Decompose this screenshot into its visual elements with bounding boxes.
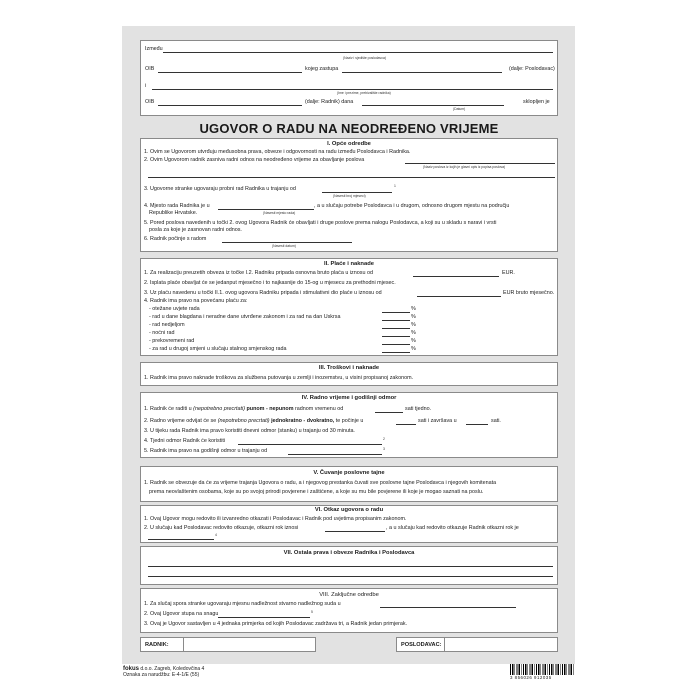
- izmedu-label: Između: [145, 46, 163, 52]
- sklopljen-label: sklopljen je: [523, 99, 550, 105]
- s8-p3: 3. Ovaj je Ugovor sastavljen u 4 jednaka primjerka od kojih Poslodavac zadržava tri, a Radnik jedan primjerak.: [144, 621, 408, 627]
- section-6-heading: VI. Otkaz ugovora o radu: [314, 507, 384, 513]
- s6-p2-line-1[interactable]: [325, 531, 385, 532]
- s2-p3-line[interactable]: [417, 296, 501, 297]
- footer-brand: fokus: [123, 666, 140, 672]
- s4-p1b: (nepotrebno precrtati): [193, 406, 245, 412]
- section-1-heading: I. Opće odredbe: [327, 141, 371, 147]
- i-label: i: [145, 83, 147, 89]
- employer-name-note: (Naziv i sjedište poslodavca): [343, 56, 386, 60]
- oib1-line[interactable]: [158, 72, 302, 73]
- s8-p1-line[interactable]: [380, 607, 516, 608]
- s4-p1a: 1. Radnik će raditi u: [144, 406, 192, 412]
- s1-p5a: 5. Pored poslova navedenih u točki 2. ovog Ugovora Radnik će obavljati i druge poslove prema nalogu Poslodavca, a koji su u skladu s naravi i vrsti: [144, 220, 497, 226]
- s1-p6-line[interactable]: [222, 242, 352, 243]
- s4-p1c: punom - nepunom: [246, 406, 294, 412]
- footer-order-code: Oznaka za narudžbu: E-4-1/E (55): [123, 672, 200, 678]
- s4-p2c: jednokratno - dvokratno,: [271, 418, 335, 424]
- s1-p4b: , a u slučaju potrebe Poslodavca i u drugom, odnosno drugom mjestu na području: [314, 203, 510, 209]
- s2-item-pct: %: [411, 330, 416, 336]
- s2-item-line[interactable]: [382, 336, 410, 337]
- s2-p2: 2. Isplata plaće obavljat će se jedanput mjesečno i to najkasnije do 15-og u mjesecu za prethodni mjesec.: [144, 280, 396, 286]
- s4-p4: 4. Tjedni odmor Radnik će koristiti: [144, 438, 226, 444]
- s1-p2-line-2[interactable]: [148, 177, 555, 178]
- oib2-label: OIB: [145, 99, 155, 105]
- section-3-heading: III. Troškovi i naknade: [318, 365, 380, 371]
- s2-item-line[interactable]: [382, 312, 410, 313]
- s1-p3-line[interactable]: [322, 192, 392, 193]
- s2-item: - za rad u drugoj smjeni u slučaju stalnog smjenskog rada: [149, 346, 287, 352]
- poslodavac-signature-label: POSLODAVAC:: [401, 642, 442, 648]
- s1-p2-line[interactable]: [405, 163, 555, 164]
- s6-p1: 1. Ovaj Ugovor mogu redovito ili izvanredno otkazati i Poslodavac i Radnik pod uvjetima propisanim zakonom.: [144, 516, 407, 522]
- s4-p4-line[interactable]: [238, 444, 382, 445]
- barcode-digits: 3 856026 912035: [510, 675, 552, 680]
- s2-item: - rad u dane blagdana i neradne dane utvrđene zakonom i za rad na dan Uskrsa: [149, 314, 341, 320]
- s1-p3-mark: 1: [394, 184, 396, 188]
- section-2-heading: II. Plaće i naknade: [324, 261, 374, 267]
- s4-p2-end-line[interactable]: [466, 424, 488, 425]
- s1-p4-line[interactable]: [218, 209, 314, 210]
- employee-name-note: (Ime i prezime, prebivalište radnika): [337, 91, 391, 95]
- contract-title: UGOVOR O RADU NA NEODREĐENO VRIJEME: [199, 121, 499, 136]
- s6-p2b: , a u slučaju kad redovito otkazuje Radnik otkazni rok je: [386, 525, 519, 531]
- s2-item-line[interactable]: [382, 320, 410, 321]
- s1-p4c: Republike Hrvatske.: [149, 210, 198, 216]
- s2-p3-unit: EUR bruto mjesečno.: [503, 290, 555, 296]
- s3-p1: 1. Radnik ima pravo naknade troškova za službena putovanja u zemlji i inozemstvu, u visini propisanoj zakonom.: [144, 375, 414, 381]
- s4-p2f: sati.: [491, 418, 501, 424]
- s1-p4-note: (Navesti mjesto rada): [263, 211, 296, 215]
- date-line[interactable]: [362, 105, 504, 106]
- s6-p2a: 2. U slučaju kad Poslodavac redovito otkazuje, otkazni rok iznosi: [144, 525, 299, 531]
- s4-p3: 3. U tijeku rada Radnik ima pravo koristiti dnevni odmor (stanku) u trajanju od 30 minuta.: [144, 428, 355, 434]
- s5-p1b: prema neovlaštenim osobama, koje su po svojoj prirodi povjerene i zaštićene, a koje su mu bile povjerene ili koje je mogao saznati na poslu.: [149, 489, 484, 495]
- s2-item-pct: %: [411, 306, 416, 312]
- s4-p5: 5. Radnik ima pravo na godišnji odmor u trajanju od: [144, 448, 268, 454]
- s2-p1-line[interactable]: [413, 276, 499, 277]
- s6-p2-line-2[interactable]: [148, 539, 214, 540]
- oib1-label: OIB: [145, 66, 155, 72]
- employee-name-line[interactable]: [152, 89, 553, 90]
- s1-p3-note: (Navesti broj mjeseci): [333, 194, 366, 198]
- date-note: (Datum): [453, 107, 466, 111]
- representative-line[interactable]: [342, 72, 502, 73]
- s4-p1-line[interactable]: [375, 412, 403, 413]
- section-5-heading: V. Čuvanje poslovne tajne: [313, 470, 385, 476]
- dalje-radnik-label: (dalje: Radnik) dana: [305, 99, 354, 105]
- s2-item-pct: %: [411, 346, 416, 352]
- s8-p2-mark: 5: [311, 610, 313, 614]
- s1-p1: 1. Ovim se Ugovorom utvrđuju međusobna prava, obveze i odgovornosti na radu između Poslodavca i Radnika.: [144, 149, 411, 155]
- s1-p5b: posla za koje je zasnovan radni odnos.: [149, 227, 242, 233]
- s2-item-line[interactable]: [382, 328, 410, 329]
- s4-p1d: radnom vremenu od: [295, 406, 344, 412]
- barcode-image: [510, 664, 574, 675]
- s2-item-pct: %: [411, 322, 416, 328]
- s1-p6-note: (Navesti datum): [272, 244, 296, 248]
- s4-p2a: 2. Radno vrijeme odvijat će se: [144, 418, 217, 424]
- s4-p2b: (nepotrebno precrtati): [217, 418, 270, 424]
- s8-p2: 2. Ovaj Ugovor stupa na snagu: [144, 611, 219, 617]
- s2-item-pct: %: [411, 338, 416, 344]
- s2-item-line[interactable]: [382, 352, 410, 353]
- kojeg-zastupa-label: kojeg zastupa: [305, 66, 339, 72]
- s4-p2-start-line[interactable]: [396, 424, 416, 425]
- s8-p2-line[interactable]: [218, 617, 310, 618]
- s4-p2e: sati i završava u: [418, 418, 457, 424]
- radnik-signature-field[interactable]: [183, 637, 316, 652]
- s1-p3: 3. Ugovorne stranke ugovaraju probni rad Radnika u trajanju od: [144, 186, 296, 192]
- s1-p2: 2. Ovim Ugovorom radnik zasniva radni odnos na neodređeno vrijeme za obavljanje poslova: [144, 157, 365, 163]
- s1-p6: 6. Radnik počinje s radom: [144, 236, 207, 242]
- s7-line-2[interactable]: [148, 576, 553, 577]
- s2-p3: 3. Uz plaću navedenu u točki II.1. ovog ugovora Radniku pripada i stimulativni dio plaće u iznosu od: [144, 290, 382, 296]
- s4-p4-mark: 2: [383, 437, 385, 441]
- section-8-heading: VIII. Zaključne odredbe: [319, 592, 379, 598]
- oib2-line[interactable]: [158, 105, 302, 106]
- footer-company: d.o.o. Zagreb, Koledovčina 4: [140, 666, 205, 672]
- s2-item: - prekovremeni rad: [149, 338, 195, 344]
- s4-p1e: sati tjedno.: [405, 406, 432, 412]
- poslodavac-signature-field[interactable]: [444, 637, 558, 652]
- s2-p4: 4. Radnik ima pravo na povećanu plaću za:: [144, 298, 248, 304]
- dalje-poslodavac-label: (dalje: Poslodavac): [509, 66, 555, 72]
- section-4-heading: IV. Radno vrijeme i godišnji odmor: [301, 395, 397, 401]
- s2-p1-unit: EUR.: [502, 270, 515, 276]
- employer-name-line[interactable]: [163, 52, 553, 53]
- s2-item: - rad nedjeljom: [149, 322, 185, 328]
- radnik-signature-label: RADNIK:: [145, 642, 169, 648]
- s5-p1a: 1. Radnik se obvezuje da će za vrijeme trajanja Ugovora o radu, a i njegovog prestanka čuvati sve poslovne tajne Poslodavca i njegovih komitenata: [144, 480, 497, 486]
- s2-item: - otežane uvjete rada: [149, 306, 200, 312]
- s2-item: - noćni rad: [149, 330, 175, 336]
- s1-p4a: 4. Mjesto rada Radnika je u: [144, 203, 210, 209]
- s2-item-line[interactable]: [382, 344, 410, 345]
- s6-p2-mark: 4: [215, 533, 217, 537]
- s8-p1: 1. Za slučaj spora stranke ugovaraju mjesnu nadležnost stvarno nadležnog suda u: [144, 601, 341, 607]
- s2-p1: 1. Za realizaciju preuzetih obveza iz točke I.2. Radniku pripada osnovna bruto plaća u iznosu od: [144, 270, 373, 276]
- s2-item-pct: %: [411, 314, 416, 320]
- s4-p2d: te počinje u: [335, 418, 364, 424]
- s4-p5-line[interactable]: [288, 454, 382, 455]
- s4-p1: [144, 406, 343, 412]
- section-7-heading: VII. Ostala prava i obveze Radnika i Poslodavca: [283, 550, 415, 556]
- s4-p2: [144, 418, 363, 424]
- s1-p2-note: (Naziv poslova iz kojih je glavni opis iz popisa poslova): [423, 165, 506, 169]
- s7-line-1[interactable]: [148, 566, 553, 567]
- s4-p5-mark: 3: [383, 447, 385, 451]
